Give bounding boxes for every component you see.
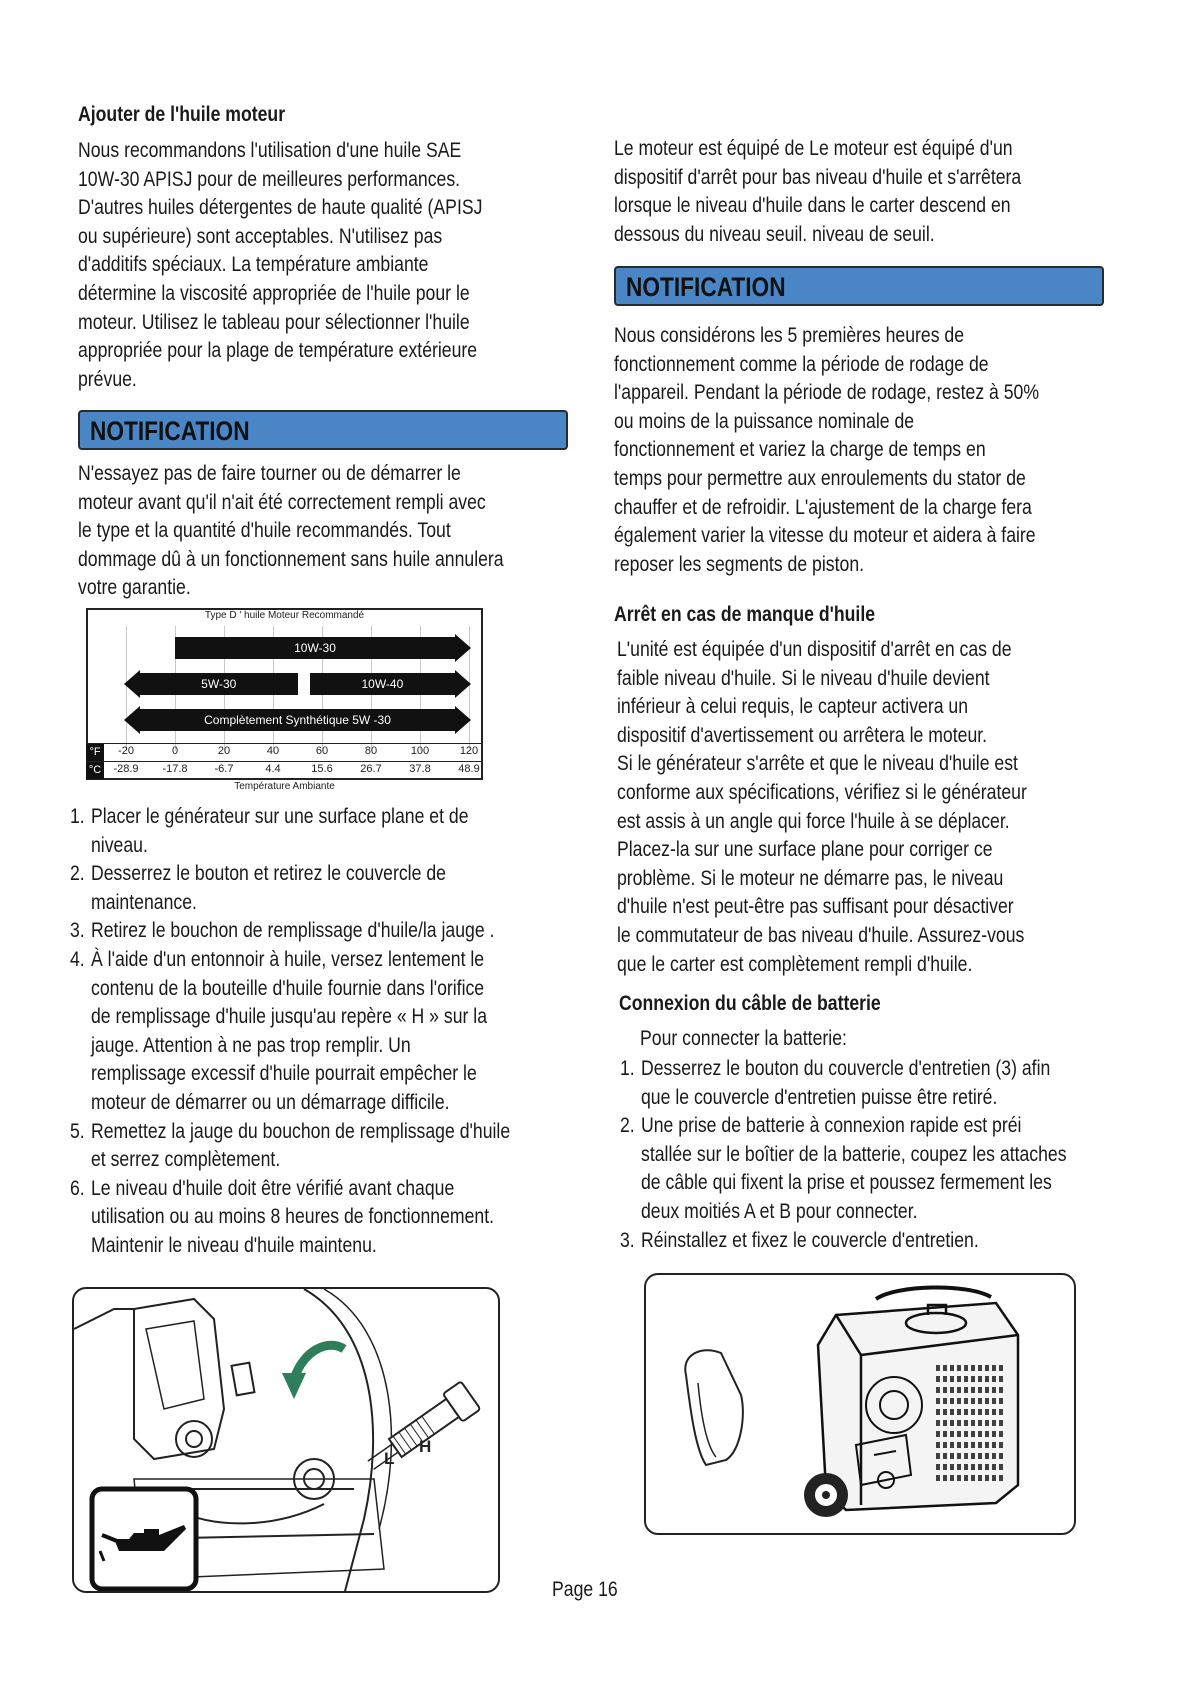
dipstick-low-label: L — [384, 1449, 395, 1468]
battery-intro: Pour connecter la batterie: — [640, 1027, 847, 1050]
notification-title-right: NOTIFICATION — [626, 272, 786, 302]
oil-fill-illustration — [74, 1289, 500, 1593]
heading-battery-connection: Connexion du câble de batterie — [619, 992, 881, 1015]
step-line: maintenance. — [91, 890, 197, 914]
paragraph-line: prévue. — [78, 367, 137, 391]
step-number: 3. — [70, 919, 85, 943]
step-line: utilisation ou au moins 8 heures de fonctionnement. — [91, 1205, 495, 1229]
oil-fill-steps — [70, 803, 510, 1261]
paragraph-line: problème. Si le moteur ne démarre pas, le niveau — [617, 866, 1004, 890]
fahrenheit-row — [86, 743, 483, 762]
paragraph-line: Si le générateur s'arrête et que le niveau d'huile est — [617, 752, 1018, 776]
paragraph-line: le commutateur de bas niveau d'huile. Assurez-vous — [617, 923, 1025, 947]
oil-viscosity-chart — [86, 608, 485, 793]
step-line: Le niveau d'huile doit être vérifié avant chaque — [91, 1176, 455, 1200]
paragraph-line: Le moteur est équipé de Le moteur est équipé d'un — [614, 137, 1013, 160]
step-number: 1. — [70, 805, 85, 828]
paragraph-line: ou supérieure) sont acceptables. N'utilisez pas — [78, 224, 443, 248]
chart-bar-label: Complètement Synthétique 5W -30 — [204, 713, 391, 727]
chart-bar-label: 10W-40 — [361, 677, 404, 691]
notification-line: dommage dû à un fonctionnement sans huile annulera — [78, 547, 504, 571]
celsius-tick: 48.9 — [458, 763, 480, 775]
step-line: À l'aide d'un entonnoir à huile, versez lentement le — [91, 947, 485, 971]
notification-line: moteur avant qu'il n'ait été correctement rempli avec — [78, 490, 486, 514]
paragraph-line: inférieur à celui requis, le capteur activera un — [617, 695, 969, 719]
notification-line: fonctionnement comme la période de rodage de — [614, 352, 989, 376]
low-oil-shutdown-paragraph — [617, 636, 1027, 979]
fahrenheit-tick: 40 — [266, 745, 280, 757]
paragraph-line: dispositif d'arrêt pour bas niveau d'huile et s'arrêtera — [614, 165, 1022, 189]
notification-line: N'essayez pas de faire tourner ou de démarrer le — [78, 462, 461, 485]
paragraph-line: appropriée pour la plage de température extérieure — [78, 339, 478, 363]
step-line: contenu de la bouteille d'huile fournie dans l'orifice — [91, 976, 485, 1000]
notification-line: l'appareil. Pendant la période de rodage, restez à 50% — [614, 381, 1040, 405]
step-line: Remettez la jauge du bouchon de remplissage d'huile — [91, 1119, 511, 1143]
notification-line: Nous considérons les 5 premières heures de — [614, 324, 965, 347]
notification-line: également varier la vitesse du moteur et aidera à faire — [614, 524, 1036, 548]
step-line: deux moitiés A et B pour connecter. — [641, 1199, 918, 1223]
step-item — [70, 946, 510, 1118]
heading-add-oil: Ajouter de l'huile moteur — [78, 103, 286, 126]
notification-title-left: NOTIFICATION — [90, 416, 250, 446]
celsius-tick: 26.7 — [360, 763, 382, 775]
dipstick-high-label: H — [419, 1437, 432, 1456]
step-number: 2. — [70, 862, 85, 886]
paragraph-line: est assis à un angle qui force l'huile à se déplacer. — [617, 809, 1010, 833]
step-item — [70, 860, 510, 917]
service-cover-shape — [685, 1350, 743, 1465]
step-item — [70, 1118, 510, 1175]
paragraph-line: lorsque le niveau d'huile dans le carter descend en — [614, 194, 1011, 218]
celsius-row — [86, 761, 483, 780]
paragraph-line: moteur. Utilisez le tableau pour sélectionner l'huile — [78, 310, 470, 334]
notification-banner-left — [78, 410, 568, 450]
step-item — [70, 1175, 510, 1261]
fahrenheit-tick: 120 — [459, 745, 479, 757]
fahrenheit-tick: -20 — [118, 745, 134, 757]
notification-line: chauffer et de refroidir. L'ajustement de la charge fera — [614, 495, 1032, 519]
fahrenheit-tick: 20 — [217, 745, 231, 757]
chart-axis-label: Température Ambiante — [234, 781, 335, 792]
step-item — [620, 1112, 1067, 1226]
battery-figure — [644, 1273, 1076, 1535]
oil-intro-paragraph — [78, 137, 482, 394]
low-oil-intro-paragraph — [614, 135, 1021, 249]
step-line: stallée sur le boîtier de la batterie, coupez les attaches — [641, 1142, 1067, 1166]
paragraph-line: Placez-la sur une surface plane pour corriger ce — [617, 838, 993, 862]
notification-line: le type et la quantité d'huile recommandés. Tout — [78, 519, 451, 543]
step-line: Placer le générateur sur une surface plane et de — [91, 805, 469, 828]
step-item — [620, 1227, 1067, 1256]
fahrenheit-key: °F — [86, 744, 104, 761]
step-number: 6. — [70, 1176, 85, 1200]
step-line: moteur de démarrer ou un démarrage difficile. — [91, 1090, 450, 1114]
step-number: 1. — [620, 1057, 635, 1080]
notification-text-right — [614, 322, 1039, 579]
generator-wheel — [804, 1473, 848, 1517]
step-line: Réinstallez et fixez le couvercle d'entretien. — [641, 1228, 979, 1252]
paragraph-line: détermine la viscosité appropriée de l'huile pour le — [78, 281, 470, 305]
notification-line: ou moins de la puissance nominale de — [614, 409, 915, 433]
fahrenheit-tick: 100 — [410, 745, 430, 757]
step-item — [620, 1055, 1067, 1112]
paragraph-line: conforme aux spécifications, vérifiez si le générateur — [617, 780, 1027, 804]
paragraph-line: d'huile n'est peut-être pas suffisant pour désactiver — [617, 895, 1014, 919]
notification-line: temps pour permettre aux enroulements du stator de — [614, 466, 1026, 490]
paragraph-line: dessous du niveau seuil. niveau de seuil. — [614, 222, 935, 246]
paragraph-line: faible niveau d'huile. Si le niveau d'huile devient — [617, 666, 990, 690]
paragraph-line: d'additifs spéciaux. La température ambiante — [78, 253, 429, 277]
step-line: niveau. — [91, 833, 148, 857]
step-line: Desserrez le bouton et retirez le couvercle de — [91, 862, 446, 886]
celsius-tick: -17.8 — [162, 763, 188, 775]
battery-steps — [620, 1055, 1067, 1255]
notification-banner-right — [614, 266, 1104, 306]
paragraph-line: D'autres huiles détergentes de haute qualité (APISJ — [78, 196, 483, 220]
step-line: Desserrez le bouton du couvercle d'entretien (3) afin — [641, 1057, 1051, 1080]
step-line: Maintenir le niveau d'huile maintenu. — [91, 1233, 377, 1257]
notification-line: fonctionnement et variez la charge de temps en — [614, 438, 986, 462]
notification-line: reposer les segments de piston. — [614, 552, 865, 576]
celsius-tick: 15.6 — [311, 763, 333, 775]
celsius-tick: -6.7 — [214, 763, 234, 775]
paragraph-line: L'unité est équipée d'un dispositif d'arrêt en cas de — [617, 638, 1012, 661]
step-line: et serrez complètement. — [91, 1148, 281, 1172]
paragraph-line: 10W-30 APISJ pour de meilleures performances. — [78, 167, 461, 191]
celsius-tick: 4.4 — [265, 763, 281, 775]
chart-title: Type D ' huile Moteur Recommandé — [204, 610, 365, 621]
step-number: 4. — [70, 947, 85, 971]
notification-text-left — [78, 460, 504, 603]
step-line: de câble qui fixent la prise et poussez fermement les — [641, 1171, 1052, 1195]
notification-line: votre garantie. — [78, 576, 191, 600]
fahrenheit-tick: 80 — [364, 745, 378, 757]
chart-bar-label: 10W-30 — [294, 641, 336, 655]
step-item — [70, 917, 510, 946]
fahrenheit-tick: 0 — [171, 745, 179, 757]
heading-low-oil-shutdown: Arrêt en cas de manque d'huile — [614, 603, 876, 626]
paragraph-line: dispositif d'avertissement ou arrêtera le moteur. — [617, 723, 988, 747]
oil-fill-figure — [72, 1287, 500, 1593]
step-line: Retirez le bouchon de remplissage d'huile/la jauge . — [91, 919, 495, 943]
step-line: remplissage excessif d'huile pourrait empêcher le — [91, 1062, 477, 1086]
step-item — [70, 803, 510, 860]
step-line: que le couvercle d'entretien puisse être retiré. — [641, 1085, 998, 1109]
step-number: 2. — [620, 1114, 635, 1138]
step-line: Une prise de batterie à connexion rapide est préi — [641, 1114, 1022, 1138]
step-line: de remplissage d'huile jusqu'au repère « H » sur la — [91, 1005, 488, 1029]
page-number: Page 16 — [552, 1578, 618, 1601]
celsius-tick: 37.8 — [409, 763, 431, 775]
celsius-tick: -28.9 — [113, 763, 139, 775]
celsius-key: °C — [86, 762, 104, 779]
paragraph-line: que le carter est complètement rempli d'huile. — [617, 952, 973, 976]
fahrenheit-tick: 60 — [315, 745, 329, 757]
paragraph-line: Nous recommandons l'utilisation d'une huile SAE — [78, 139, 462, 162]
step-number: 5. — [70, 1119, 85, 1143]
step-line: jauge. Attention à ne pas trop remplir. Un — [91, 1033, 411, 1057]
chart-bar-label: 5W-30 — [201, 677, 237, 691]
step-number: 3. — [620, 1228, 635, 1252]
generator-illustration — [646, 1275, 1076, 1535]
